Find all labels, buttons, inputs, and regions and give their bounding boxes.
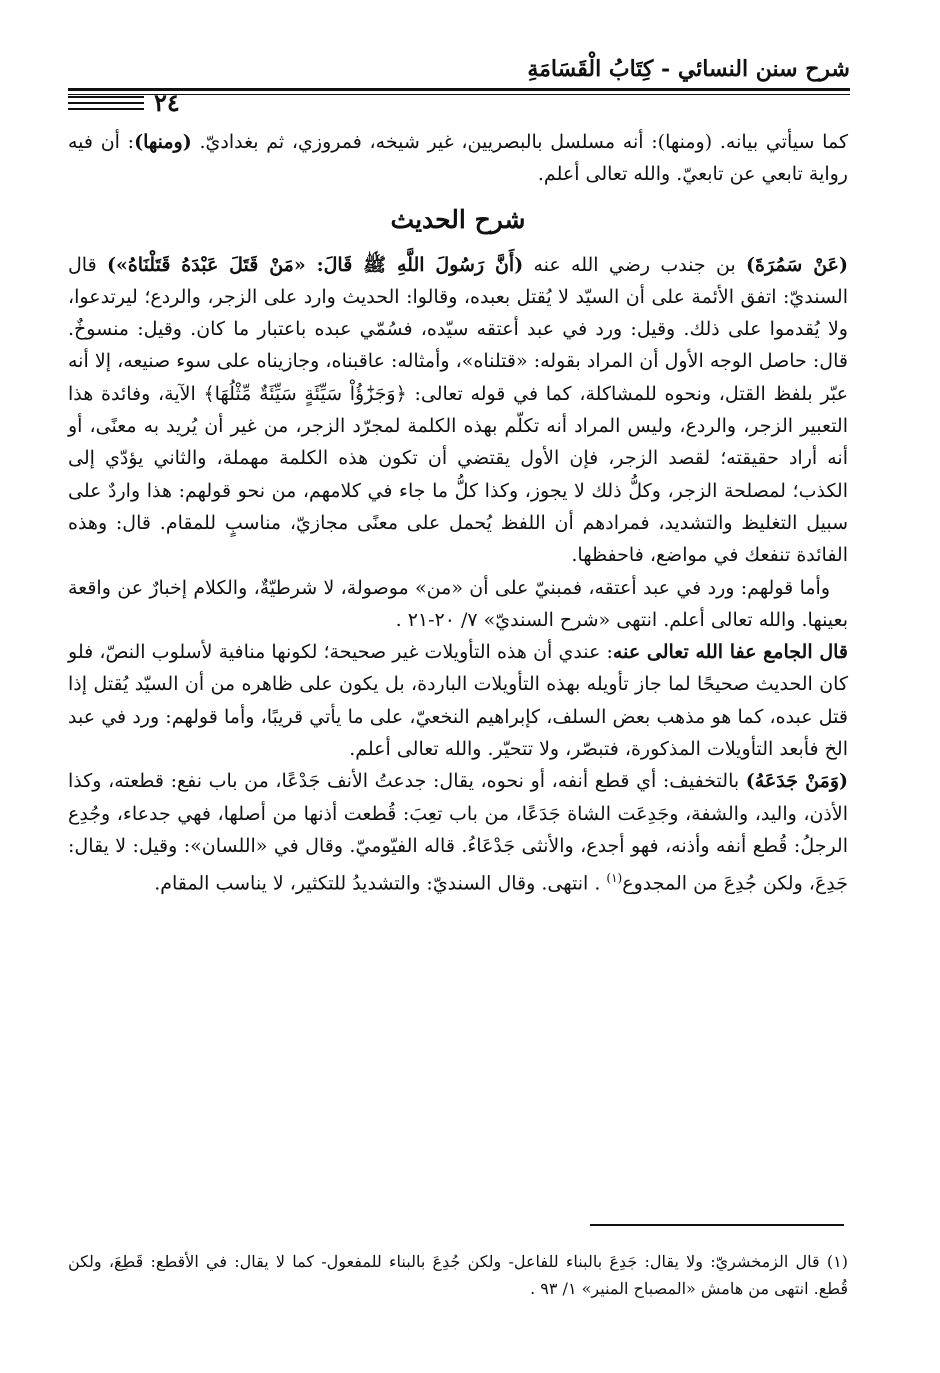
intro-bold-label: (ومنها) (134, 131, 192, 153)
page-number-ornament (68, 108, 144, 110)
jadaa-end: . انتهى. وقال السنديّ: والتشديدُ للتكثير، لا يناسب المقام. (154, 872, 607, 895)
paragraph-jadaa (68, 765, 848, 900)
footnote-marker[interactable]: (١) (606, 871, 623, 886)
page-number-block (68, 88, 228, 117)
page-number-ornament (68, 102, 144, 104)
section-heading: شرح الحديث (390, 204, 526, 234)
paragraph-hadith (68, 249, 848, 572)
header-rule-thick (68, 88, 850, 91)
jadaa-text: بالتخفيف: أي قطع أنفه، أو نحوه، يقال: جدعتُ الأنف جَدْعًا، من باب نفع: قطعته، وكذا الأذن، واليد، والشفة، وجَدِعَت الشاة جَدَعًا، من باب تعِبَ: قُطعت أذنها من أصلها، فهي جدعاء، وجُدِع الرجلُ: قُطع أنفه وأذنه، فهو أجدع، والأنثى جَدْعَاءُ. قاله الفيّوميّ. وقال في «اللسان»: وقيل: لا يقال: جَدِعَ، ولكن جُدِعَ من المجدوع (68, 770, 848, 895)
intro-line-2: : أن فيه رواية تابعي عن تابعيّ. والله تعالى أعلم. (68, 131, 848, 186)
hadith-narrator-rest: بن جندب رضي الله عنه (523, 253, 746, 276)
main-text (68, 126, 848, 900)
paragraph-intro (68, 126, 848, 191)
footnote-separator (590, 1224, 844, 1226)
running-title: شرح سنن النسائي - كِتَابُ الْقَسَامَةِ (527, 56, 850, 82)
footnotes (68, 1248, 848, 1302)
intro-line-1: كما سيأتي بيانه. (ومنها): أنه مسلسل بالبصريين، غير شيخه، فمروزي، ثم بغداديّ. (199, 131, 848, 153)
jami-text: : عندي أن هذه التأويلات غير صحيحة؛ لكونها منافية لأسلوب النصّ، فلو كان الحديث صحيحًا لما جاز تأويله بهذه التأويلات الباردة، بل يكون على ظاهره من أن السيّد يُقتل إذا قتل عبده، كما هو مذهب بعض السلف، كإبراهيم النخعيّ، على ما يأتي قريبًا، وأما قولهم: ورد في عبد الخ فأبعد التأويلات المذكورة، فتبصّر، ولا تتحيّر. والله تعالى أعلم. (68, 641, 848, 761)
hadith-quote: (أَنَّ رَسُولَ اللَّهِ ﷺ قَالَ: «مَنْ قَتَلَ عَبْدَهُ قَتَلْنَاهُ») (106, 253, 524, 276)
footnote-1: (١) قال الزمخشريّ: ولا يقال: جَدِعَ بالبناء للفاعل- ولكن جُدِعَ بالبناء للمفعول- كما لا يقال: في الأقطع: قَطِعَ، ولكن قُطع. انتهى من هامش «المصباح المنير» ١/ ٩٣ . (68, 1252, 848, 1298)
paragraph-jami (68, 636, 848, 765)
page-number-ornament (68, 96, 144, 98)
jami-label: قال الجامع عفا الله تعالى عنه (612, 641, 848, 664)
hadith-commentary: قال السنديّ: اتفق الأئمة على أن السيّد لا يُقتل بعبده، وقالوا: الحديث وارد على الزجر، والردع؛ ليرتدعوا، ولا يُقدموا على ذلك. وقيل: ورد في عبد أعتقه سيّده، فسُمّي عبده باعتبار ما كان. وقيل: منسوخٌ. قال: حاصل الوجه الأول أن المراد بقوله: «قتلناه»، وأمثاله: عاقبناه، وجازيناه على سوء صنيعه، إلا أنه عبّر بلفظ القتل، ونحوه للمشاكلة، كما في قوله تعالى: ﴿وَجَزَٰٓؤُاْ سَيِّئَةٍ سَيِّئَةٌ مِّثْلُهَا﴾ الآية، وفائدة هذا التعبير الزجر، والردع، وليس المراد أنه تكلّم بهذه الكلمة لمجرّد الزجر، من غير أن يُريد به معنًى، أو أنه أراد حقيقته؛ لقصد الزجر، فإن الأول يقتضي أن تكون هذه الكلمة مهملة، والثاني يؤدّي إلى الكذب؛ لمصلحة الزجر، وكلُّ ذلك لا يجوز، وكذا كلُّ ما جاء في كلامهم، من نحو قولهم: هذا واردٌ على سبيل التغليظ والتشديد، فمرادهم أن اللفظ يُحمل على معنًى مجازيّ، مناسبٍ للمقام. قال: وهذه الفائدة تنفعك في مواضع، فاحفظها. (68, 253, 848, 567)
page-number: ٢٤ (154, 88, 180, 117)
paragraph-wa-amma: وأما قولهم: ورد في عبد أعتقه، فمبنيّ على أن «من» موصولة، لا شرطيّةٌ، والكلام إخبارٌ عن واقعة بعينها. والله تعالى أعلم. انتهى «شرح السنديّ» ٧/ ٢٠-٢١ . (68, 576, 848, 631)
hadith-narrator: (عَنْ سَمُرَةَ) (746, 253, 848, 276)
jadaa-lemma: (وَمَنْ جَدَعَهُ) (745, 770, 848, 793)
